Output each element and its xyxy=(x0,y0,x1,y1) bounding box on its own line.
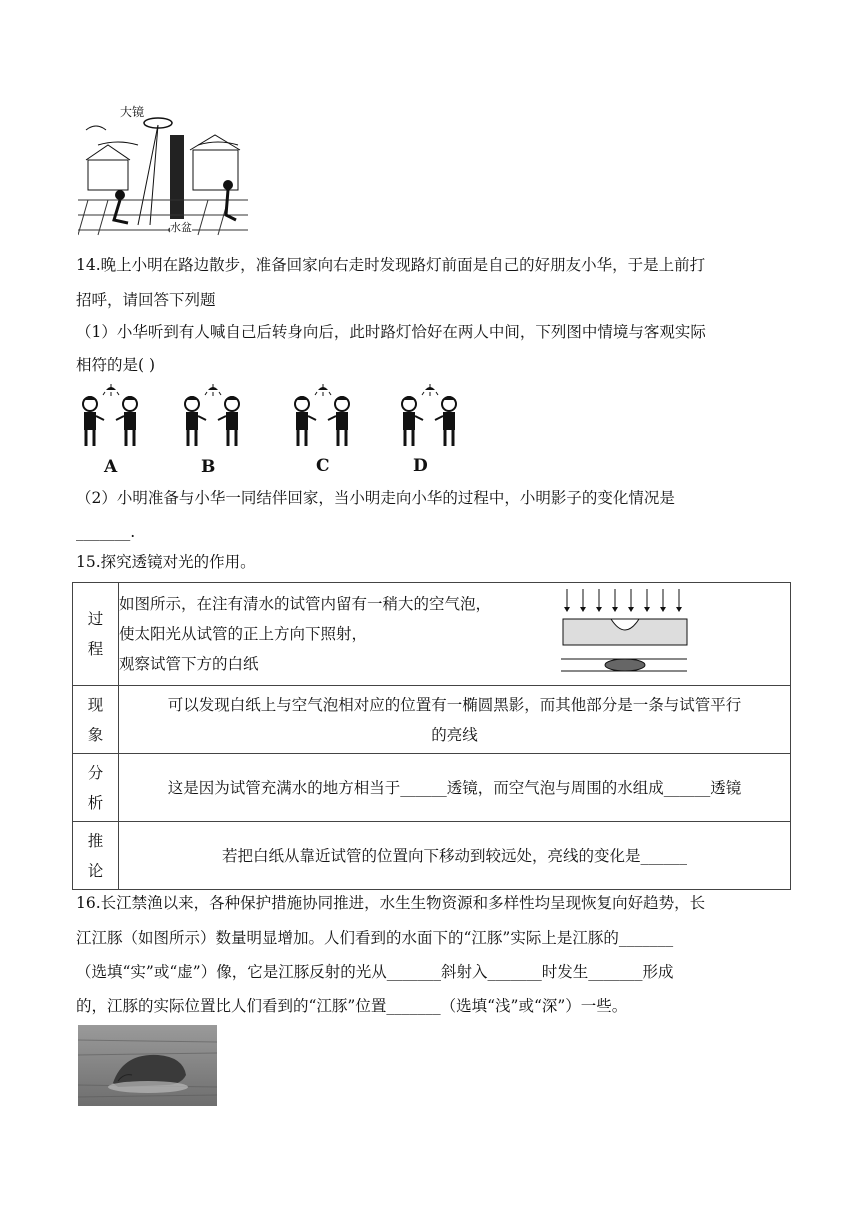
q16-line3: （选填“实”或“虚”）像，它是江豚反射的光从_______斜射入_______时发生_______形成 xyxy=(76,963,674,981)
analysis-line: 这是因为试管充满水的地方相当于______透镜，而空气泡与周围的水组成______透镜 xyxy=(167,778,742,797)
q16-line1: 16.长江禁渔以来，各种保护措施协同推进，水生生物资源和多样性均呈现恢复向好趋势，长 xyxy=(76,894,706,912)
row-label: 过 程 xyxy=(73,583,119,686)
q14-sub2-line2: _______. xyxy=(76,523,136,541)
option-c-figure xyxy=(290,384,356,450)
basin-label: 水盆 xyxy=(170,221,192,234)
mirror-label: 大镜 xyxy=(120,105,145,119)
option-c-label: C xyxy=(316,456,330,476)
process-line-3: 观察试管下方的白纸 xyxy=(119,655,259,673)
q14-line1: 14.晚上小明在路边散步，准备回家向右走时发现路灯前面是自己的好朋友小华，于是上前打 xyxy=(76,256,706,274)
option-a-figure xyxy=(78,384,144,450)
q14-sub2-line1: （2）小明准备与小华一同结伴回家，当小明走向小华的过程中，小明影子的变化情况是 xyxy=(76,489,675,507)
table-row xyxy=(73,822,791,890)
table-row xyxy=(73,754,791,822)
inference-line: 若把白纸从靠近试管的位置向下移动到较远处，亮线的变化是______ xyxy=(221,846,687,865)
table-row xyxy=(73,686,791,754)
option-d-label: D xyxy=(413,456,428,476)
row-content xyxy=(119,822,791,890)
process-line-1: 如图所示，在注有清水的试管内留有一稍大的空气泡， xyxy=(119,595,492,613)
row-label: 现 象 xyxy=(73,686,119,754)
q14-sub1-line1: （1）小华听到有人喊自己后转身向后，此时路灯恰好在两人中间，下列图中情境与客观实际 xyxy=(76,323,706,341)
q14-line2: 招呼，请回答下列题 xyxy=(76,291,216,309)
row-content xyxy=(119,754,791,822)
row-label: 推 论 xyxy=(73,822,119,890)
row-content xyxy=(119,686,791,754)
q15-table xyxy=(72,582,791,890)
q14-sub1-line2: 相符的是( ) xyxy=(76,356,156,374)
table-row xyxy=(73,583,791,686)
row-content xyxy=(119,583,791,686)
process-line-2: 使太阳光从试管的正上方向下照射， xyxy=(119,625,368,643)
option-d-figure xyxy=(397,384,463,450)
q16-line4: 的，江豚的实际位置比人们看到的“江豚”位置_______（选填“浅”或“深”）一些。 xyxy=(76,997,628,1015)
porpoise-photo xyxy=(78,1025,217,1106)
option-b-figure xyxy=(180,384,246,450)
option-a-label: A xyxy=(104,457,118,477)
test-tube-diagram xyxy=(559,587,689,679)
q15-title: 15.探究透镜对光的作用。 xyxy=(76,553,256,571)
phenomenon-line-2: 的亮线 xyxy=(431,725,478,744)
row-label: 分 析 xyxy=(73,754,119,822)
q16-line2: 江江豚（如图所示）数量明显增加。人们看到的水面下的“江豚”实际上是江豚的_______ xyxy=(76,929,674,947)
phenomenon-line-1: 可以发现白纸上与空气泡相对应的位置有一椭圆黑影，而其他部分是一条与试管平行 xyxy=(167,695,742,714)
option-b-label: B xyxy=(201,457,216,477)
mirror-sketch-figure xyxy=(78,105,248,237)
